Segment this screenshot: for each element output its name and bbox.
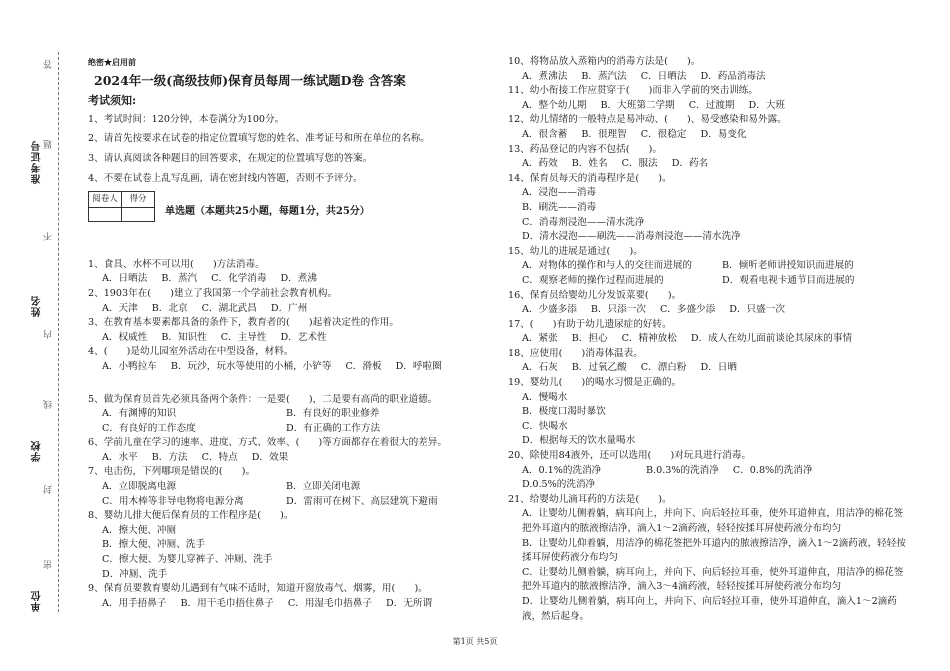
- options: [508, 361, 908, 376]
- question: 1、食具、水杯不可以用( )方法消毒。: [88, 258, 265, 270]
- option: A．用手捂鼻子: [102, 597, 167, 609]
- option: C．过渡期: [688, 99, 735, 111]
- option: B．过氧乙酸: [571, 362, 627, 374]
- option: B．很理智: [581, 128, 627, 140]
- option: B．知识性: [161, 331, 207, 343]
- option: D．效果: [251, 451, 289, 463]
- options: [508, 332, 908, 347]
- option: D．药名: [671, 158, 709, 170]
- option: A．石灰: [522, 362, 558, 374]
- option: D.0.5%的洗消净: [522, 479, 596, 491]
- options: [88, 360, 468, 375]
- question: 15、幼儿的进展是通过( )。: [508, 245, 643, 257]
- option: A．紧张: [522, 333, 558, 345]
- options: [508, 259, 908, 288]
- option: B．只添一次: [590, 304, 646, 316]
- margin-char: 内: [44, 330, 54, 339]
- option: D．成人在幼儿面前谈论其尿床的事情: [690, 333, 853, 345]
- options: [508, 99, 908, 114]
- options: [88, 451, 468, 466]
- option: C．快喝水: [522, 420, 568, 432]
- option: C．用湿毛巾捂鼻子: [287, 597, 372, 609]
- notice-item: 1、考试时间：120分钟，本卷满分为100分。: [88, 113, 285, 125]
- option: C．0.8%的洗消净: [732, 464, 813, 476]
- option: C．让婴幼儿侧着躺，病耳向上，并向下、向后轻拉耳垂，使外耳道伸直，用洁净的棉花签把外耳道内的脓液擦洁净，滴入3～4滴药液，轻轻按揉耳屏使药液分布均匀: [522, 566, 904, 593]
- option: B．立即关闭电源: [286, 481, 361, 493]
- margin-char: 密: [44, 560, 54, 569]
- option: A．擦大便、冲厕: [102, 524, 177, 536]
- option: B．姓名: [571, 158, 608, 170]
- option: B．蒸汽: [161, 273, 198, 285]
- option: A．少盛多添: [522, 304, 577, 316]
- option: C．化学消毒: [211, 273, 267, 285]
- option: C．观察老师的操作过程而进展的: [522, 274, 664, 286]
- options: [88, 331, 468, 346]
- options: [508, 128, 908, 143]
- option: C．擦大便、为婴儿穿裤子、冲厕、洗手: [102, 554, 273, 566]
- option: A．让婴幼儿侧着躺，病耳向上，并向下、向后轻拉耳垂，使外耳道伸直，用洁净的棉花签把外耳道内的脓液擦洁净，滴入1～2滴药液，轻轻按揉耳屏使药液分布均匀: [522, 508, 904, 534]
- margin-char: 答: [44, 60, 54, 69]
- option: C．很稳定: [640, 128, 687, 140]
- option: D．冲厕、洗手: [102, 568, 168, 580]
- score-area: [88, 191, 468, 222]
- binding-margin: [0, 0, 78, 671]
- option: D．无所谓: [386, 597, 433, 609]
- page-footer: 第1页 共5页: [452, 637, 498, 646]
- notice-item: 4、不要在试卷上乱写乱画，请在密封线内答题，否则不予评分。: [88, 172, 363, 184]
- option: A．慢喝水: [522, 391, 568, 403]
- margin-label-exam-number: 准考证号: [32, 140, 43, 184]
- option: A．小鸭拉车: [102, 360, 157, 372]
- option: D．观看电视卡通节目而进展的: [722, 274, 855, 286]
- option: B．方法: [151, 451, 188, 463]
- option: A．立即脱离电源: [102, 481, 177, 493]
- option: B．担心: [571, 333, 608, 345]
- question: 6、学前儿童在学习的速率、进度、方式、效率、( )等方面都存在着很大的差异。: [88, 437, 447, 449]
- question: 21、给婴幼儿滴耳药的方法是( )。: [508, 493, 672, 505]
- option: B．极度口渴时暴饮: [522, 406, 606, 418]
- margin-char: 封: [44, 485, 54, 494]
- option: D．易变化: [700, 128, 747, 140]
- score-cell: [122, 207, 155, 221]
- option: A．有渊博的知识: [102, 408, 177, 420]
- option: C．漂白粉: [640, 362, 687, 374]
- options: [508, 464, 908, 493]
- question: 13、药品登记的内容不包括( )。: [508, 143, 663, 155]
- question: 3、在教育基本要素都具备的条件下，教育者的( )起着决定性的作用。: [88, 317, 399, 329]
- option: B．刷洗——消毒: [522, 201, 597, 213]
- margin-label-unit: 单位: [32, 590, 43, 612]
- question: 14、保育员每天的消毒程序是( )。: [508, 172, 672, 184]
- option: A．天津: [102, 302, 138, 314]
- option: D．煮沸: [280, 273, 317, 285]
- option: A．煮沸法: [522, 70, 568, 82]
- option: D．艺术性: [280, 331, 327, 343]
- option: C．主导性: [220, 331, 267, 343]
- options: [88, 272, 468, 287]
- option: C．湖北武昌: [201, 302, 257, 314]
- option: B．北京: [151, 302, 188, 314]
- left-column: [88, 55, 468, 611]
- option: B．玩沙，玩水等使用的小桶，小铲等: [170, 360, 332, 372]
- option: D．根据每天的饮水量喝水: [522, 435, 636, 447]
- option: B．用干毛巾捂住鼻子: [180, 597, 274, 609]
- question: 16、保育员给婴幼儿分发饭菜要( )。: [508, 289, 682, 301]
- option: D．雷雨可在树下、高层建筑下避雨: [286, 495, 438, 507]
- notice-item: 2、请首先按要求在试卷的指定位置填写您的姓名、准考证号和所在单位的名称。: [88, 133, 430, 145]
- margin-label-school: 学校: [32, 440, 43, 462]
- option: A．权威性: [102, 331, 148, 343]
- seal-line: [58, 52, 59, 612]
- option: C．有良好的工作态度: [102, 422, 196, 434]
- margin-char: 题: [44, 140, 54, 149]
- question: 7、电击伤，下列哪项是错误的( )。: [88, 466, 256, 478]
- option: A．药效: [522, 158, 558, 170]
- options: [508, 157, 908, 172]
- option: D．只盛一次: [729, 304, 785, 316]
- margin-char: 不: [44, 232, 54, 241]
- option: B.0.3%的洗消净: [646, 464, 719, 476]
- option: C．日晒法: [640, 70, 687, 82]
- option: B．蒸汽法: [581, 70, 627, 82]
- score-header-grader: 阅卷人: [89, 192, 122, 208]
- option: A．水平: [102, 451, 138, 463]
- option: D．大班: [748, 99, 785, 111]
- question: 20、除使用84液外，还可以选用( )对玩具进行消毒。: [508, 450, 751, 462]
- option: A．浸泡——消毒: [522, 187, 597, 199]
- option: D．药品消毒法: [700, 70, 766, 82]
- option: A．0.1%的洗消净: [522, 464, 602, 476]
- question: 19、婴幼儿( )的喝水习惯是正确的。: [508, 377, 682, 389]
- notice-item: 3、请认真阅读各种题目的回答要求，在规定的位置填写您的答案。: [88, 152, 373, 164]
- question: 5、做为保育员首先必须具备两个条件：一是要( )，二是要有高尚的职业道德。: [88, 393, 438, 405]
- option: D．有正确的工作方法: [286, 422, 381, 434]
- page-title: 2024年一级(高级技师)保育员每周一练试题D卷 含答案: [94, 72, 406, 88]
- secret-mark: 绝密★启用前: [88, 57, 136, 67]
- question: 10、将物品放入蒸箱内的消毒方法是( )。: [508, 56, 701, 67]
- question: 18、应使用( )消毒体温表。: [508, 347, 643, 359]
- option: A．很含蓄: [522, 128, 568, 140]
- notice-heading: 考试须知:: [88, 94, 137, 108]
- options: [88, 407, 468, 436]
- options: [508, 303, 908, 318]
- options: [88, 302, 468, 317]
- option: A．日晒法: [102, 273, 148, 285]
- option: C．服法: [621, 158, 658, 170]
- option: D．让婴幼儿侧着躺，病耳向上，并向下、向后轻拉耳垂，使外耳道伸直，滴入1～2滴药液，然后起身。: [522, 595, 897, 622]
- option: D．清水浸泡——刷洗——消毒剂浸泡——清水洗净: [522, 231, 741, 243]
- question: 17、( )有助于幼儿遗尿症的好转。: [508, 318, 672, 330]
- option: B．倾听老师讲授知识而进展的: [722, 260, 854, 272]
- option: A．对物体的操作和与人的交往而进展的: [522, 260, 693, 272]
- options: [508, 70, 908, 85]
- margin-char: 线: [44, 400, 54, 409]
- option: C．消毒剂浸泡——清水洗净: [522, 216, 645, 228]
- margin-label-name: 姓名: [32, 295, 43, 317]
- option: C．用木棒等非导电物将电源分离: [102, 495, 244, 507]
- option: D．呼啦圈: [395, 360, 442, 372]
- option: C．滑板: [345, 360, 382, 372]
- option: D．广州: [270, 302, 308, 314]
- question: 12、幼儿情绪的一般特点是易冲动、( )、易受感染和易外露。: [508, 114, 787, 126]
- option: D．日晒: [700, 362, 737, 374]
- score-header-score: 得分: [122, 192, 155, 208]
- question: 9、保育员要教育婴幼儿遇到有气味不适时，知道开窗放毒气、烟雾，用( )。: [88, 583, 428, 595]
- question: 4、( )是幼儿园室外活动在中型设备，材料。: [88, 346, 294, 358]
- options: [88, 480, 468, 509]
- section-heading: 单选题（本题共25小题，每题1分，共25分）: [165, 206, 370, 218]
- option: C．特点: [201, 451, 238, 463]
- question: 11、幼小衔接工作应贯穿于( )而非入学前的突击训练。: [508, 85, 758, 97]
- option: B．擦大便、冲厕、洗手: [102, 539, 205, 551]
- question: 2、1903年在( )建立了我国第一个学前社会教育机构。: [88, 287, 338, 299]
- option: B．让婴幼儿仰着躺，用洁净的棉花签把外耳道内的脓液擦洁净，滴入1～2滴药液，轻轻按揉耳屏使药液分布均匀: [522, 537, 906, 564]
- question: 8、婴幼儿排大便后保育员的工作程序是( )。: [88, 510, 294, 522]
- score-cell: [89, 207, 122, 221]
- option: B．有良好的职业修养: [286, 408, 380, 420]
- right-column: [508, 55, 908, 624]
- options: [88, 597, 468, 612]
- option: A．整个幼儿期: [522, 99, 587, 111]
- option: B．大班第二学期: [600, 99, 675, 111]
- option: C．多盛少添: [659, 304, 716, 316]
- option: C．精神放松: [621, 333, 677, 345]
- score-table: [88, 191, 155, 222]
